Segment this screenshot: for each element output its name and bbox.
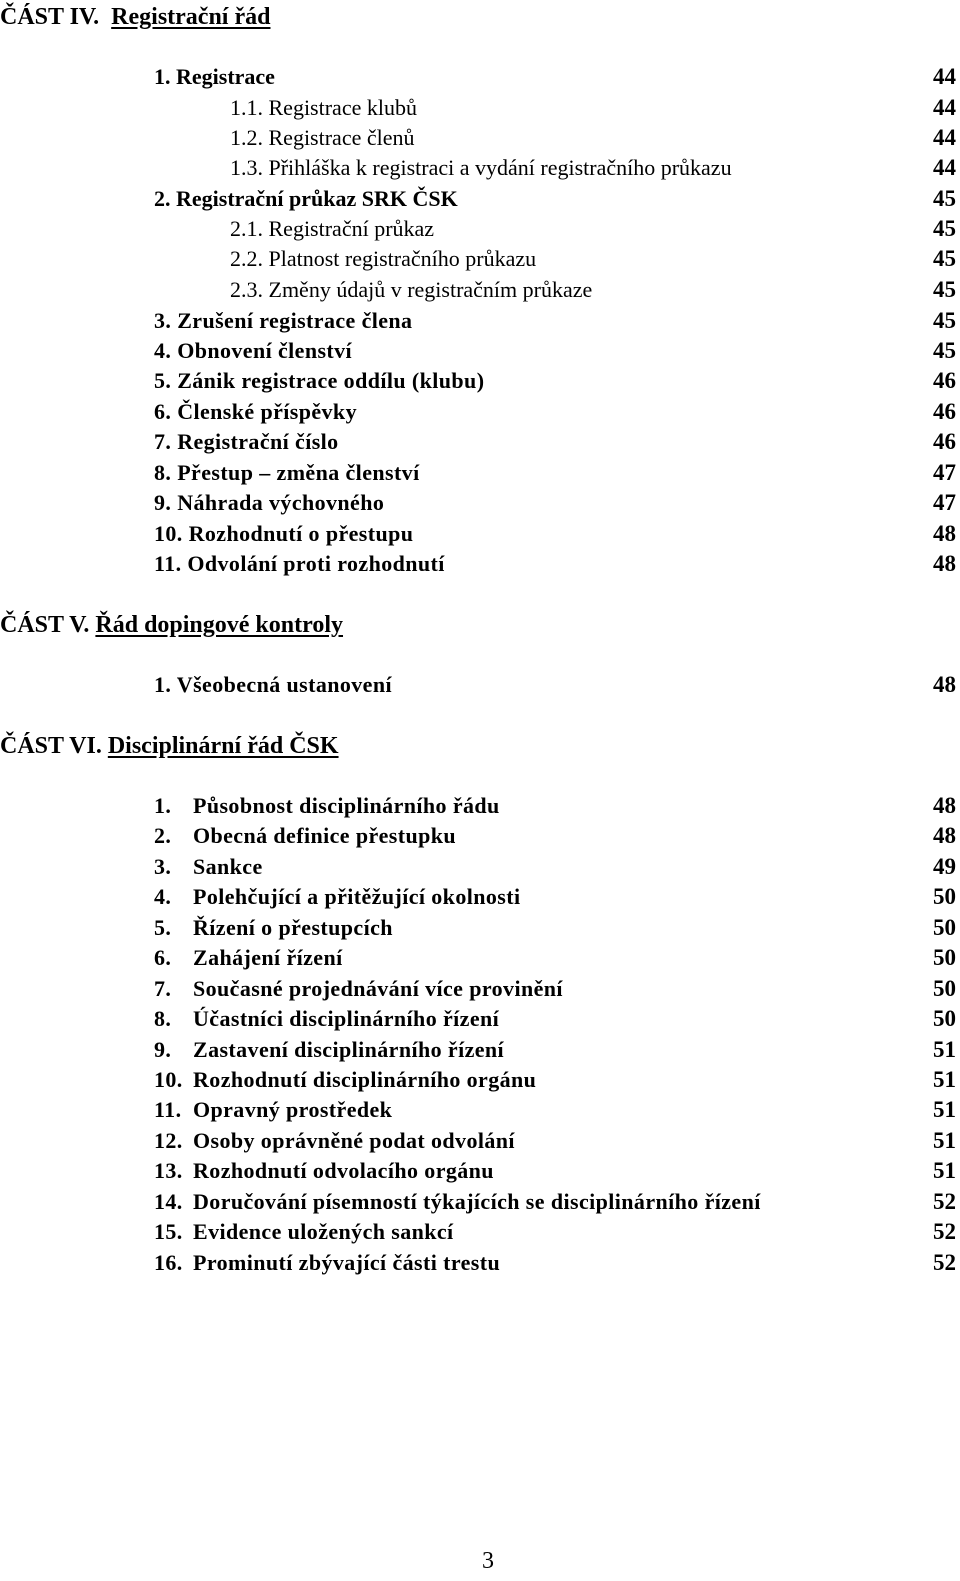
toc-row-page: 46 [933,368,956,393]
toc-row-number: 2. [154,823,172,848]
toc-row-number: 5. [154,915,172,940]
toc-row-page: 47 [933,490,956,515]
toc-row-page: 45 [933,216,956,241]
toc-row-page: 51 [933,1128,956,1153]
toc-row-text: Zahájení řízení [193,945,343,970]
toc-row[interactable] [0,793,956,823]
part-vi-label: ČÁST VI. [0,733,102,759]
toc-row[interactable] [0,125,956,155]
toc-row[interactable] [0,1067,956,1097]
toc-row-label: 7. Registrační číslo [154,429,339,454]
toc-row-page: 51 [933,1097,956,1122]
toc-row-page: 48 [933,672,956,697]
toc-row[interactable] [0,945,956,975]
toc-row-page: 51 [933,1037,956,1062]
toc-row[interactable] [0,186,956,216]
toc-row-label: 2.1. Registrační průkaz [230,216,435,241]
part-v-title[interactable]: Řád dopingové kontroly [95,612,344,638]
toc-row[interactable] [0,216,956,246]
toc-row-text: Polehčující a přitěžující okolnosti [193,884,521,909]
toc-row-number: 6. [154,945,172,970]
toc-row[interactable] [0,95,956,125]
toc-row-label: 8. Přestup – změna členství [154,460,420,485]
part-iv-heading [0,4,270,31]
toc-row-text: Sankce [193,854,263,879]
toc-row-number: 12. [154,1128,183,1153]
toc-row[interactable] [0,854,956,884]
toc-row-label: 6. Členské příspěvky [154,399,357,424]
toc-row-label: 1. Všeobecná ustanovení [154,672,392,697]
toc-row-page: 45 [933,246,956,271]
toc-row-page: 50 [933,1006,956,1031]
toc-row-text: Současné projednávání více provinění [193,976,563,1001]
toc-row-page: 44 [933,64,956,89]
toc-row[interactable] [0,884,956,914]
toc-row-text: Zastavení disciplinárního řízení [193,1037,505,1062]
toc-row-page: 52 [933,1219,956,1244]
toc-row-text: Řízení o přestupcích [193,915,393,940]
toc-row[interactable] [0,368,956,398]
toc-row-label: 2.2. Platnost registračního průkazu [230,246,537,271]
toc-row-page: 52 [933,1189,956,1214]
toc-row-label: 1.3. Přihláška k registraci a vydání registračního průkazu [230,155,732,180]
toc-row[interactable] [0,338,956,368]
toc-row[interactable] [0,155,956,185]
toc-row[interactable] [0,823,956,853]
part-v-label: ČÁST V. [0,612,90,638]
toc-row-page: 46 [933,429,956,454]
toc-row-page: 44 [933,155,956,180]
toc-row-text: Působnost disciplinárního řádu [193,793,500,818]
toc-row[interactable] [0,460,956,490]
toc-row-number: 14. [154,1189,183,1214]
toc-row-number: 10. [154,1067,183,1092]
toc-row[interactable] [0,64,956,94]
toc-row-label: 1.2. Registrace členů [230,125,415,150]
toc-row-page: 52 [933,1250,956,1275]
toc-row-page: 44 [933,95,956,120]
toc-row-number: 1. [154,793,172,818]
toc-row-text: Rozhodnutí disciplinárního orgánu [193,1067,537,1092]
toc-row-label: 1.1. Registrace klubů [230,95,417,120]
toc-row-text: Účastníci disciplinárního řízení [193,1006,500,1031]
toc-row[interactable] [0,1158,956,1188]
toc-row[interactable] [0,277,956,307]
toc-row-text: Obecná definice přestupku [193,823,457,848]
toc-row[interactable] [0,1128,956,1158]
toc-row-page: 51 [933,1158,956,1183]
toc-row-label: 10. Rozhodnutí o přestupu [154,521,414,546]
toc-row-label: 3. Zrušení registrace člena [154,308,413,333]
toc-row[interactable] [0,672,956,702]
toc-row-number: 8. [154,1006,172,1031]
toc-row[interactable] [0,399,956,429]
toc-row-page: 50 [933,945,956,970]
toc-row-page: 47 [933,460,956,485]
toc-row-label: 5. Zánik registrace oddílu (klubu) [154,368,485,393]
toc-row-label: 1. Registrace [154,64,275,89]
toc-row[interactable] [0,429,956,459]
toc-row-page: 48 [933,793,956,818]
toc-row[interactable] [0,1037,956,1067]
toc-row-label: 2.3. Změny údajů v registračním průkaze [230,277,593,302]
toc-row-page: 50 [933,884,956,909]
toc-row-page: 49 [933,854,956,879]
toc-row-page: 48 [933,823,956,848]
toc-row-page: 45 [933,277,956,302]
toc-row-label: 9. Náhrada výchovného [154,490,385,515]
toc-row[interactable] [0,1189,956,1219]
toc-row-page: 50 [933,976,956,1001]
toc-row-page: 44 [933,125,956,150]
toc-row-page: 50 [933,915,956,940]
toc-row[interactable] [0,490,956,520]
toc-row-text: Rozhodnutí odvolacího orgánu [193,1158,494,1183]
toc-row[interactable] [0,915,956,945]
toc-row[interactable] [0,1250,956,1280]
toc-row-number: 16. [154,1250,183,1275]
toc-row-text: Evidence uložených sankcí [193,1219,454,1244]
toc-row-page: 45 [933,186,956,211]
part-v-heading [0,612,343,639]
toc-row-label: 2. Registrační průkaz SRK ČSK [154,186,458,211]
toc-row-number: 9. [154,1037,172,1062]
toc-row-text: Osoby oprávněné podat odvolání [193,1128,515,1153]
toc-row[interactable] [0,308,956,338]
toc-row[interactable] [0,246,956,276]
toc-row-page: 45 [933,338,956,363]
part-iv-label: ČÁST IV. [0,4,100,30]
part-vi-heading [0,733,339,760]
toc-row-page: 51 [933,1067,956,1092]
toc-row-page: 46 [933,399,956,424]
toc-row[interactable] [0,551,956,581]
toc-row-page: 48 [933,521,956,546]
part-iv-title[interactable]: Registrační řád [111,4,271,30]
toc-row-page: 48 [933,551,956,576]
toc-row-text: Prominutí zbývající části trestu [193,1250,501,1275]
toc-row-number: 7. [154,976,172,1001]
toc-row-number: 15. [154,1219,183,1244]
toc-row[interactable] [0,976,956,1006]
toc-row-text: Doručování písemností týkajících se disciplinárního řízení [193,1189,761,1214]
toc-row-page: 45 [933,308,956,333]
toc-row[interactable] [0,521,956,551]
page-number: 3 [482,1548,494,1574]
toc-row-number: 3. [154,854,172,879]
toc-row[interactable] [0,1097,956,1127]
toc-row[interactable] [0,1006,956,1036]
toc-row-number: 4. [154,884,172,909]
toc-row-number: 13. [154,1158,183,1183]
part-vi-title[interactable]: Disciplinární řád ČSK [107,733,339,759]
toc-row[interactable] [0,1219,956,1249]
toc-row-label: 11. Odvolání proti rozhodnutí [154,551,445,576]
toc-row-number: 11. [154,1097,182,1122]
toc-row-label: 4. Obnovení členství [154,338,353,363]
toc-row-text: Opravný prostředek [193,1097,393,1122]
